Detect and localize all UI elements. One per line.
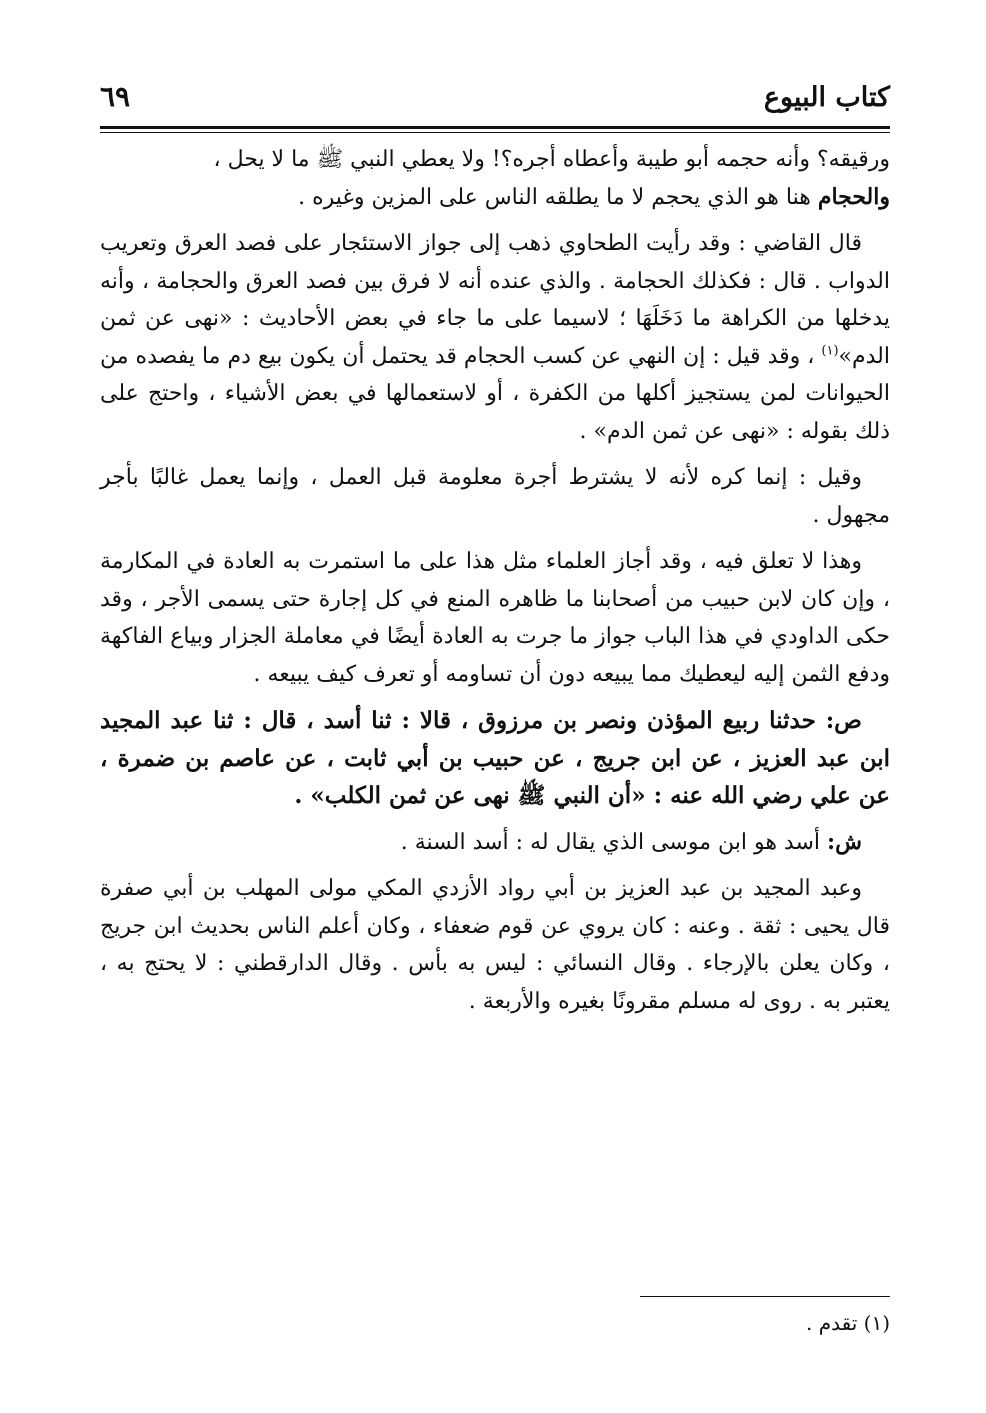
header-rule-thick [100, 126, 890, 129]
footnote-marker[interactable]: (١) [821, 343, 839, 359]
paragraph-3 [100, 225, 890, 450]
paragraph-2 [100, 179, 890, 217]
paragraph-text: قال القاضي : وقد رأيت الطحاوي ذهب إلى جواز الاستئجار على فصد العرق وتعريب الدواب . قال : فكذلك الحجامة . والذي عنده أنه لا فرق بين فصد العرق والحجامة ، وأنه يدخلها من الكراهة ما دَخَلَهَا ؛ لاسيما على ما جاء في بعض الأحاديث : «نهى عن ثمن الدم» [100, 231, 890, 369]
footnote-rule [640, 1296, 890, 1297]
body-text [100, 141, 890, 1020]
page-number: ٦٩ [100, 80, 131, 113]
paragraph-text-tail: ، وقد قيل : إن النهي عن كسب الحجام قد يحتمل أن يكون بيع دم ما يفصده من الحيوانات لمن يستجيز أكلها من الكفرة ، أو لاستعمالها في بعض الأشياء ، واحتج على ذلك بقوله : «نهى عن ثمن الدم» . [100, 343, 890, 444]
footnote-area [100, 1296, 890, 1337]
footnote-1: (١) تقدم . [805, 1311, 890, 1335]
commentary-2 [100, 870, 890, 1020]
paragraph-4 [100, 459, 890, 534]
paragraph-text: هنا هو الذي يحجم لا ما يطلقه الناس على المزين وغيره . [298, 184, 818, 210]
header-rule-thin [100, 132, 890, 133]
commentary-label: ش: [827, 828, 862, 855]
paragraph-5 [100, 543, 890, 693]
paragraph-text: ورقيقه؟ وأنه حجمه أبو طيبة وأعطاه أجره؟! ولا يعطي النبي ﷺ ما لا يحل ، [213, 147, 890, 172]
term-hajjam: والحجام [817, 183, 890, 210]
paragraph-text: وهذا لا تعلق فيه ، وقد أجاز العلماء مثل هذا على ما استمرت به العادة في المكارمة ، وإن كان لابن حبيب من أصحابنا ما ظاهره المنع في كل إجارة حتى يسمى الأجر ، وقد حكى الداودي في هذا الباب جواز ما جرت به العادة أيضًا في معاملة الجزار وبياع الفاكهة ودفع الثمن إليه ليعطيك مما يبيعه دون أن تساومه أو تعرف كيف يبيعه . [100, 549, 890, 687]
page-header [100, 80, 890, 124]
commentary-text: أسد هو ابن موسى الذي يقال له : أسد السنة . [400, 829, 828, 855]
paragraph-text: وقيل : إنما كره لأنه لا يشترط أجرة معلومة قبل العمل ، وإنما يعمل غالبًا بأجر مجهول . [100, 465, 890, 528]
book-title: كتاب البيوع [763, 82, 890, 113]
hadith-text: ص: حدثنا ربيع المؤذن ونصر بن مرزوق ، قالا : ثنا أسد ، قال : ثنا عبد المجيد ابن عبد العزيز ، عن ابن جريج ، عن حبيب بن أبي ثابت ، عن عاصم بن ضمرة ، عن علي رضي الله عنه : «أن النبي ﷺ نهى عن ثمن الكلب» . [100, 707, 890, 809]
commentary-text: وعبد المجيد بن عبد العزيز بن أبي رواد الأزدي المكي مولى المهلب بن أبي صفرة قال يحيى : ثقة . وعنه : كان يروي عن قوم ضعفاء ، وكان أعلم الناس بحديث ابن جريج ، وكان يعلن بالإرجاء . وقال النسائي : ليس به بأس . وقال الدارقطني : لا يحتج به ، يعتبر به . روى له مسلم مقرونًا بغيره والأربعة . [100, 876, 890, 1014]
commentary-1 [100, 824, 890, 862]
paragraph-1 [100, 141, 890, 179]
page [100, 80, 890, 1029]
